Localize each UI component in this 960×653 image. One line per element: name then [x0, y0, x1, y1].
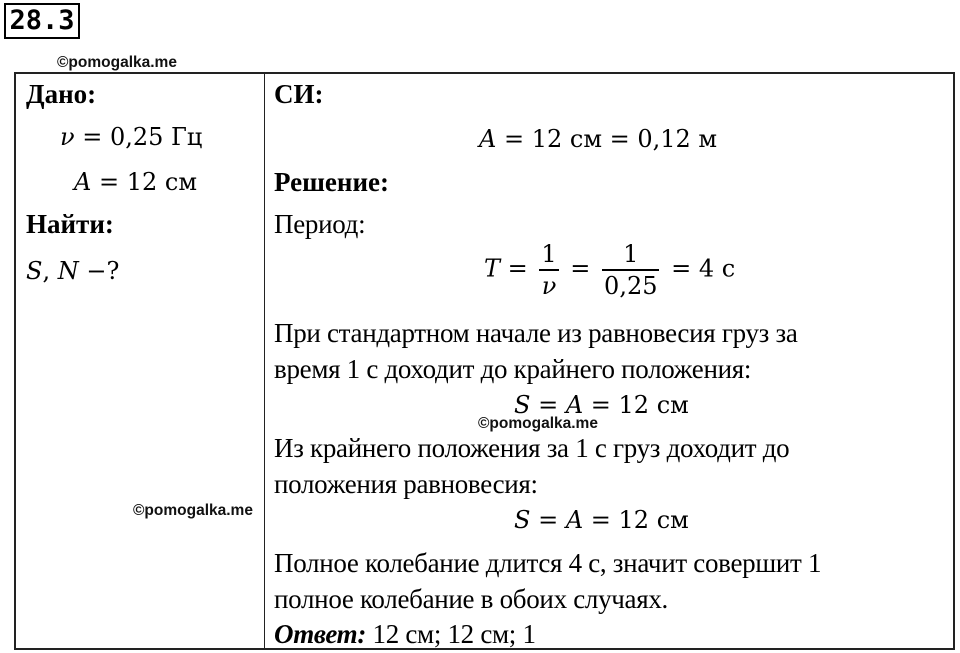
denominator: 0,25 — [604, 272, 658, 300]
para2-line2: положения равновесия: — [274, 469, 538, 499]
formula-2 — [514, 505, 689, 535]
solution-table — [14, 72, 955, 650]
value-amplitude: = 12 см — [91, 168, 197, 196]
para3-line1: Полное колебание длится 4 с, значит совершит 1 — [274, 548, 822, 578]
var-a: A — [479, 125, 497, 153]
var-a: A — [565, 506, 584, 534]
numerator: 1 — [602, 239, 659, 271]
var-s: S — [26, 257, 43, 285]
var-s: S — [514, 506, 531, 534]
var-nu: ν — [60, 123, 75, 151]
watermark-middle: ©pomogalka.me — [478, 415, 598, 432]
answer-line — [274, 619, 536, 649]
question-mark: −? — [78, 257, 120, 285]
para1-line2: время 1 с доходит до крайнего положения: — [274, 354, 752, 384]
fraction-1-over-025 — [602, 239, 659, 301]
para2-line1: Из крайнего положения за 1 с груз доходит до — [274, 433, 790, 463]
given-frequency — [60, 122, 202, 152]
period-label: Период: — [274, 209, 366, 239]
para1-line1: При стандартном начале из равновесия груз за — [274, 318, 798, 348]
problem-number: 28.3 — [4, 3, 80, 39]
value-frequency: = 0,25 Гц — [74, 123, 203, 151]
fraction-1-over-nu — [539, 239, 558, 301]
find-heading: Найти: — [26, 209, 114, 239]
watermark-left: ©pomogalka.me — [133, 502, 253, 519]
answer-label: Ответ: — [274, 619, 367, 649]
denominator: ν — [541, 272, 557, 300]
si-value: = 12 см = 0,12 м — [496, 125, 718, 153]
equals: = — [562, 254, 599, 283]
column-divider — [264, 74, 265, 648]
var-s: S — [514, 391, 531, 419]
var-t: T — [484, 254, 501, 283]
var-n: N — [57, 257, 79, 285]
formula-value: = 12 см — [583, 391, 689, 419]
si-heading: СИ: — [274, 79, 324, 109]
answer-value: 12 см; 12 см; 1 — [366, 619, 536, 649]
var-a: A — [565, 391, 584, 419]
separator: , — [42, 257, 58, 285]
solution-heading: Решение: — [274, 167, 389, 197]
equals: = — [530, 391, 566, 419]
watermark-top: ©pomogalka.me — [57, 54, 177, 71]
equals: = — [500, 254, 536, 283]
period-formula — [484, 239, 735, 301]
find-vars — [26, 256, 119, 286]
given-heading: Дано: — [26, 79, 97, 109]
si-conversion — [479, 124, 717, 154]
formula-value: = 12 см — [583, 506, 689, 534]
numerator: 1 — [539, 239, 558, 271]
period-result: = 4 с — [663, 254, 736, 283]
var-a: A — [74, 168, 92, 196]
given-amplitude — [74, 167, 197, 197]
equals: = — [530, 506, 566, 534]
para3-line2: полное колебание в обоих случаях. — [274, 584, 669, 614]
